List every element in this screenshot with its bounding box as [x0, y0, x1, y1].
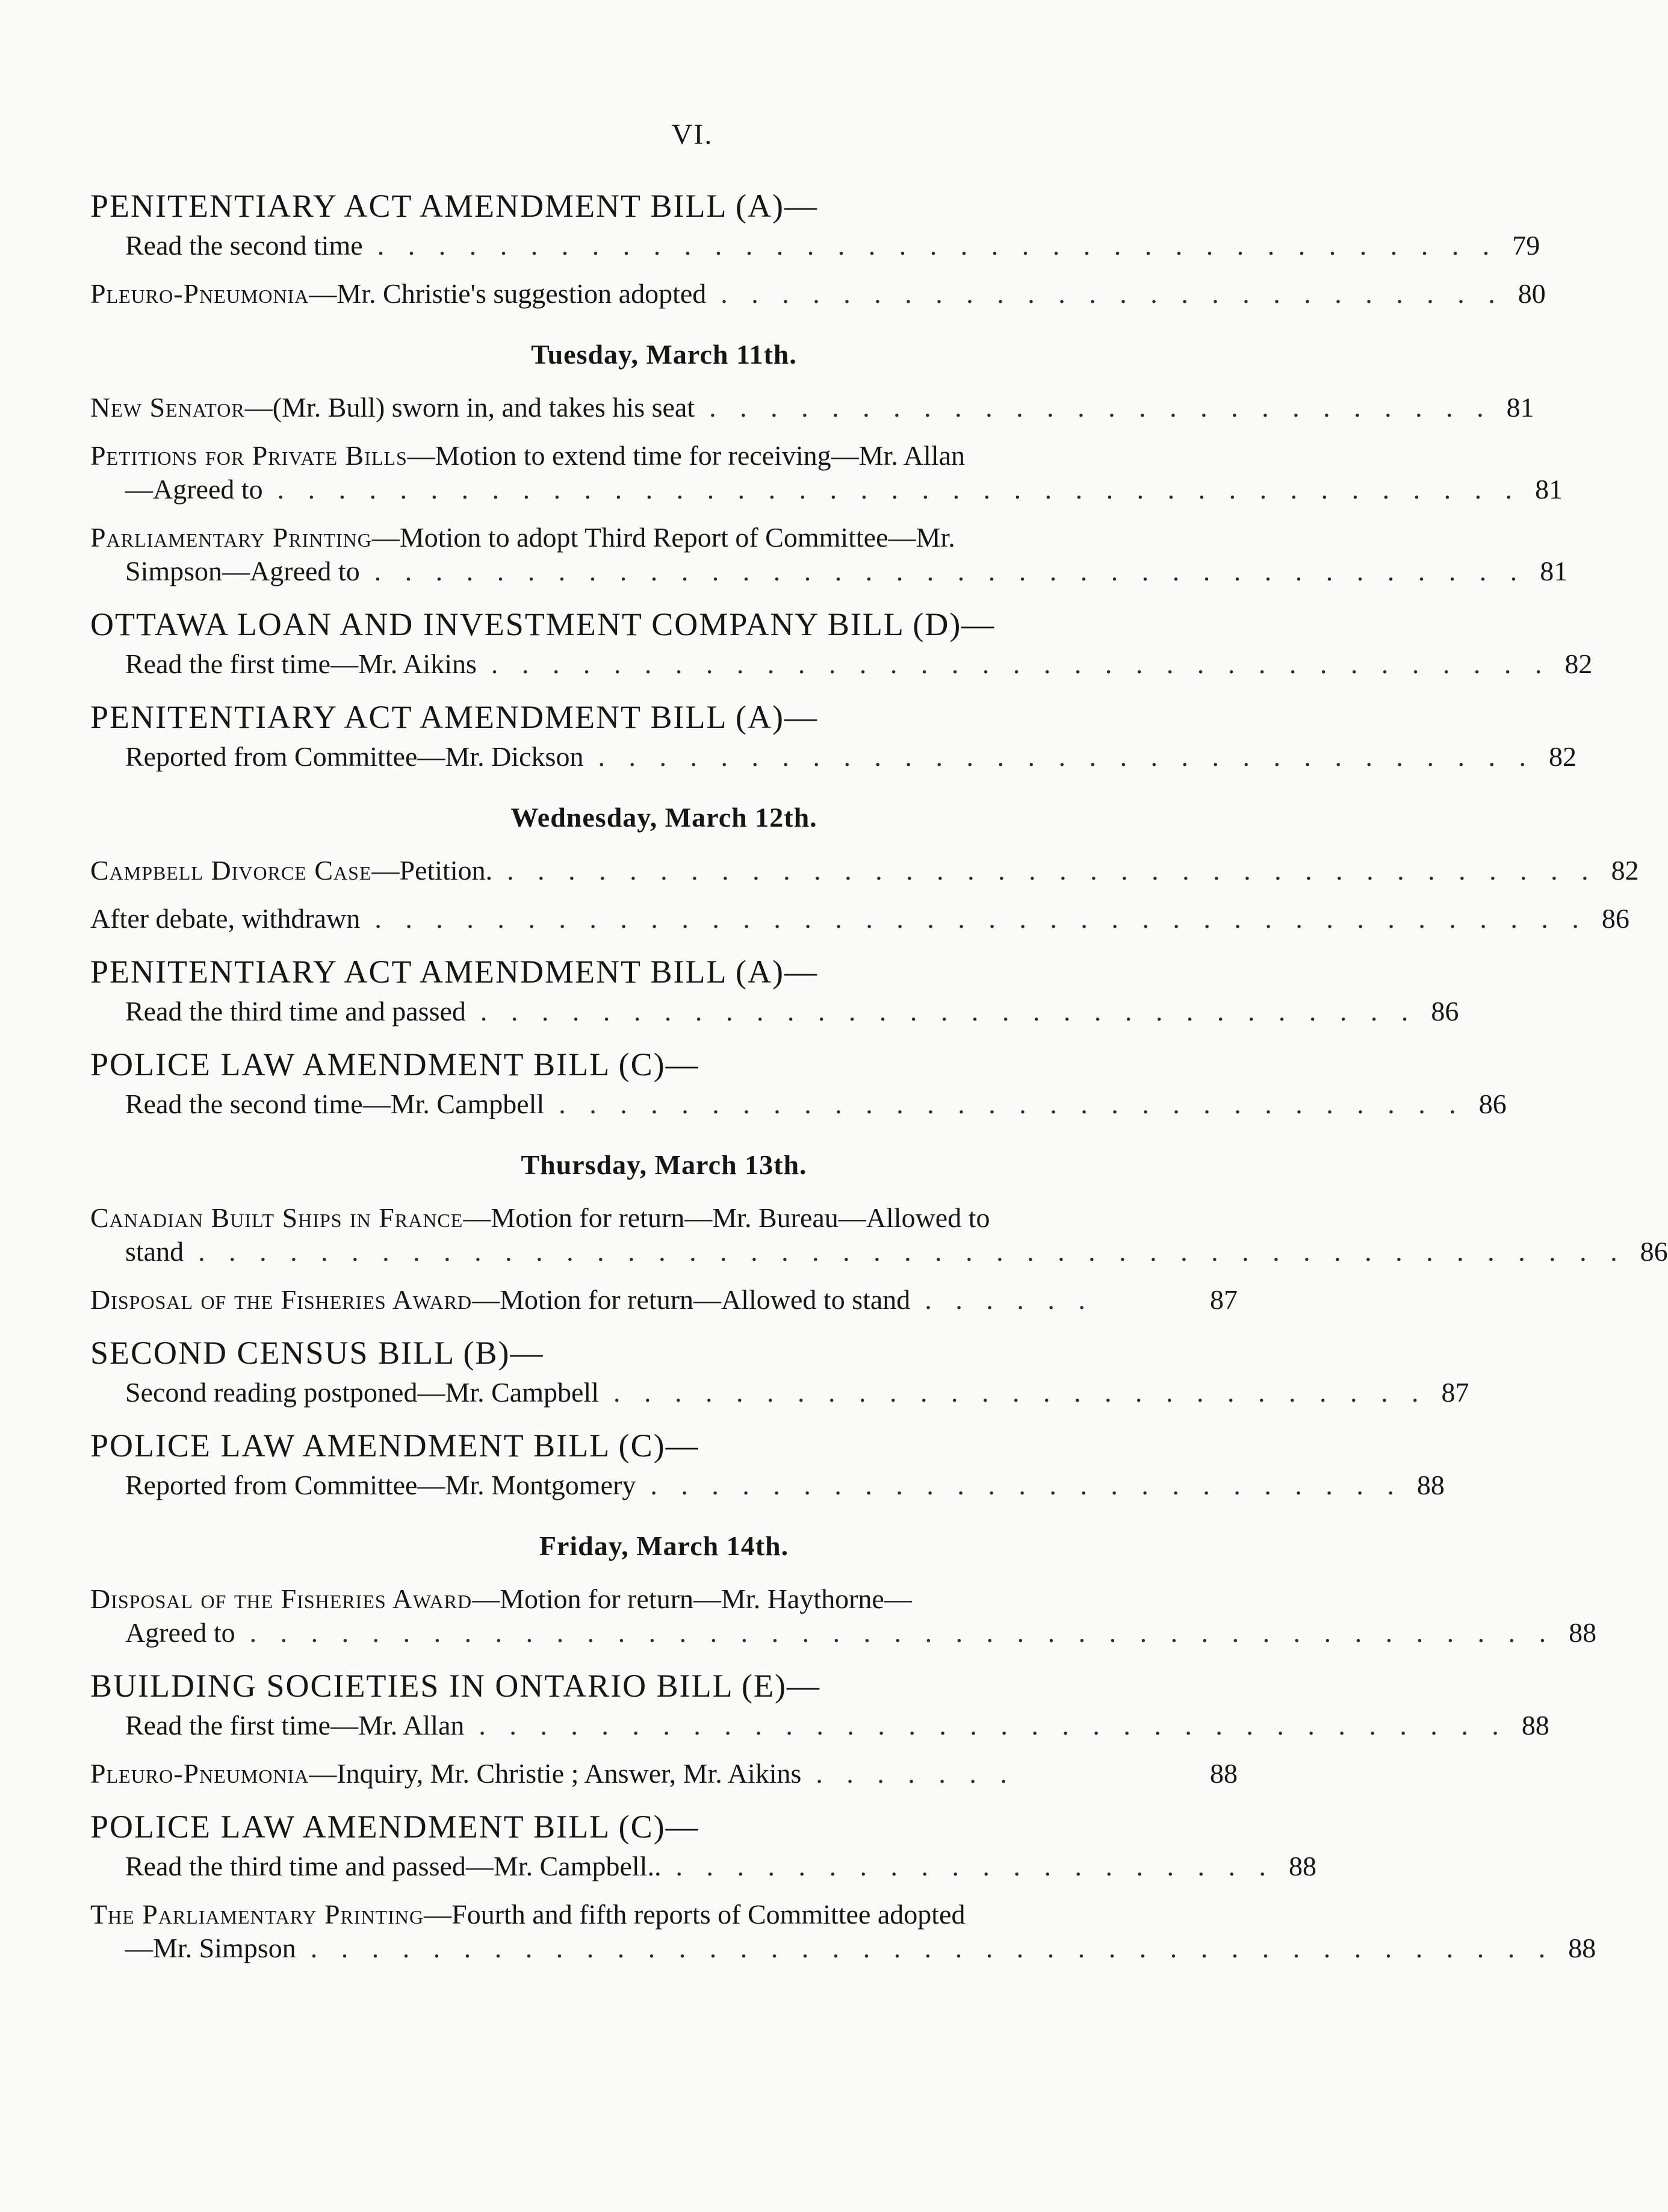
entry-text: After debate, withdrawn — [90, 903, 361, 934]
entry-text: —Fourth and fifth reports of Committee adopted — [424, 1899, 966, 1930]
entry-page: 88 — [1416, 1470, 1445, 1500]
index-entry: New Senator—(Mr. Bull) sworn in, and takes his seat . . . . . . . . . . . . . . . . . . . . . . . . . . 81 — [90, 391, 1238, 424]
entry-page: 88 — [1210, 1758, 1238, 1789]
bill-heading: OTTAWA LOAN AND INVESTMENT COMPANY BILL (D)— — [90, 606, 996, 642]
index-entry: Canadian Built Ships in France—Motion for return—Mr. Bureau—Allowed to stand . . . . . . . . . . . . . . . . . . . . . . . . . . . . . . . . . . . . . . . . . . . . . . . 86 — [90, 1201, 1238, 1269]
index-entry: Campbell Divorce Case—Petition. . . . . . . . . . . . . . . . . . . . . . . . . . . . . . . . . . . . . 82 — [90, 854, 1238, 887]
entry-heading: Campbell Divorce Case — [90, 855, 372, 886]
index-entry: Petitions for Private Bills—Motion to extend time for receiving—Mr. Allan —Agreed to . . . . . . . . . . . . . . . . . . . . . . . . . . . . . . . . . . . . . . . . . 81 — [90, 439, 1238, 506]
entry-text: Second reading postponed—Mr. Campbell — [125, 1377, 599, 1408]
entry-heading: Disposal of the Fisheries Award — [90, 1284, 473, 1315]
day-heading: Thursday, March 13th. — [521, 1149, 807, 1180]
entry-page: 80 — [1518, 278, 1546, 309]
entry-text: Read the first time—Mr. Allan — [125, 1710, 465, 1741]
entry-page: 86 — [1601, 903, 1629, 934]
entry-text: —Inquiry, Mr. Christie ; Answer, Mr. Aikins — [309, 1758, 802, 1789]
entry-text-cont: —Mr. Simpson — [125, 1933, 296, 1963]
entry-text-cont: stand — [125, 1236, 184, 1267]
day-heading: Friday, March 14th. — [539, 1530, 789, 1561]
entry-page: 86 — [1431, 996, 1459, 1027]
entry-heading: New Senator — [90, 392, 245, 423]
entry-page: 88 — [1521, 1710, 1549, 1741]
entry-text-cont: Agreed to — [125, 1617, 235, 1648]
entry-page: 81 — [1506, 392, 1534, 423]
entry-text-cont: —Agreed to — [125, 474, 263, 505]
index-entry: Read the third time and passed . . . . . . . . . . . . . . . . . . . . . . . . . . . . . . . 86 — [90, 995, 1238, 1028]
entry-text: Reported from Committee—Mr. Dickson — [125, 741, 584, 772]
entry-page: 79 — [1512, 230, 1540, 261]
index-entry: Disposal of the Fisheries Award—Motion for return—Allowed to stand . . . . . . 87 — [90, 1283, 1238, 1317]
entry-page: 88 — [1569, 1617, 1597, 1648]
entry-text: Reported from Committee—Mr. Montgomery — [125, 1470, 636, 1500]
entry-heading: The Parliamentary Printing — [90, 1899, 424, 1930]
entry-text: Read the third time and passed—Mr. Campbell.. — [125, 1851, 662, 1881]
entry-text: Read the second time—Mr. Campbell — [125, 1089, 545, 1119]
entry-heading: Petitions for Private Bills — [90, 440, 408, 471]
entry-page: 82 — [1611, 855, 1639, 886]
entry-text: —Motion for return—Mr. Haythorne— — [472, 1583, 912, 1614]
index-entry: Read the second time . . . . . . . . . . . . . . . . . . . . . . . . . . . . . . . . . . . . . 79 — [90, 229, 1238, 263]
page-number: VI. — [671, 119, 713, 151]
day-heading: Wednesday, March 12th. — [510, 802, 817, 833]
entry-page: 87 — [1210, 1284, 1238, 1315]
index-entry: The Parliamentary Printing—Fourth and fifth reports of Committee adopted —Mr. Simpson . . . . . . . . . . . . . . . . . . . . . . . . . . . . . . . . . . . . . . . . . 88 — [90, 1898, 1238, 1965]
entry-text: —Motion for return—Mr. Bureau—Allowed to — [463, 1202, 990, 1233]
entry-text: Read the third time and passed — [125, 996, 466, 1027]
entry-heading: Disposal of the Fisheries Award — [90, 1583, 473, 1614]
bill-heading: PENITENTIARY ACT AMENDMENT BILL (A)— — [90, 954, 818, 990]
index-entry: Reported from Committee—Mr. Montgomery . . . . . . . . . . . . . . . . . . . . . . . . . 88 — [90, 1468, 1238, 1502]
entry-text: —Motion for return—Allowed to stand — [472, 1284, 911, 1315]
entry-heading: Pleuro-Pneumonia — [90, 278, 309, 309]
index-entry: Pleuro-Pneumonia—Inquiry, Mr. Christie ; Answer, Mr. Aikins . . . . . . . 88 — [90, 1757, 1238, 1791]
entry-heading: Pleuro-Pneumonia — [90, 1758, 309, 1789]
entry-text: —(Mr. Bull) sworn in, and takes his seat — [244, 392, 695, 423]
bill-heading: POLICE LAW AMENDMENT BILL (C)— — [90, 1046, 699, 1083]
index-entry: Second reading postponed—Mr. Campbell . . . . . . . . . . . . . . . . . . . . . . . . . . . 87 — [90, 1376, 1238, 1409]
index-entry: Parliamentary Printing—Motion to adopt Third Report of Committee—Mr. Simpson—Agreed to . . . . . . . . . . . . . . . . . . . . . . . . . . . . . . . . . . . . . . 81 — [90, 521, 1238, 588]
entry-page: 88 — [1288, 1851, 1316, 1881]
bill-heading: PENITENTIARY ACT AMENDMENT BILL (A)— — [90, 188, 818, 224]
entry-text: —Mr. Christie's suggestion adopted — [309, 278, 707, 309]
index-entry: After debate, withdrawn . . . . . . . . . . . . . . . . . . . . . . . . . . . . . . . . . . . . . . . . 86 — [90, 902, 1238, 936]
index-entry: Read the second time—Mr. Campbell . . . . . . . . . . . . . . . . . . . . . . . . . . . . . . 86 — [90, 1087, 1238, 1121]
index-entry: Read the third time and passed—Mr. Campbell.. . . . . . . . . . . . . . . . . . . . . 88 — [90, 1850, 1238, 1883]
day-heading: Tuesday, March 11th. — [531, 339, 797, 370]
entry-text: —Petition. — [371, 855, 493, 886]
index-content — [90, 188, 1668, 1965]
index-entry: Read the first time—Mr. Allan . . . . . . . . . . . . . . . . . . . . . . . . . . . . . . . . . . 88 — [90, 1709, 1238, 1742]
entry-page: 82 — [1564, 648, 1593, 679]
entry-page: 86 — [1478, 1089, 1507, 1119]
entry-heading: Parliamentary Printing — [90, 522, 372, 553]
entry-page: 86 — [1640, 1236, 1668, 1267]
entry-text: —Motion to adopt Third Report of Committee—Mr. — [371, 522, 955, 553]
bill-heading: BUILDING SOCIETIES IN ONTARIO BILL (E)— — [90, 1668, 821, 1704]
index-entry: Pleuro-Pneumonia—Mr. Christie's suggestion adopted . . . . . . . . . . . . . . . . . . . . . . . . . . 80 — [90, 277, 1238, 311]
index-entry: Read the first time—Mr. Aikins . . . . . . . . . . . . . . . . . . . . . . . . . . . . . . . . . . . 82 — [90, 647, 1238, 681]
bill-heading: PENITENTIARY ACT AMENDMENT BILL (A)— — [90, 699, 818, 735]
entry-text-cont: Simpson—Agreed to — [125, 556, 360, 586]
index-entry: Disposal of the Fisheries Award—Motion for return—Mr. Haythorne— Agreed to . . . . . . . . . . . . . . . . . . . . . . . . . . . . . . . . . . . . . . . . . . . 88 — [90, 1582, 1238, 1650]
bill-heading: POLICE LAW AMENDMENT BILL (C)— — [90, 1809, 699, 1845]
entry-page: 87 — [1441, 1377, 1469, 1408]
bill-heading: POLICE LAW AMENDMENT BILL (C)— — [90, 1428, 699, 1464]
entry-text: —Motion to extend time for receiving—Mr. Allan — [407, 440, 965, 471]
entry-heading: Canadian Built Ships in France — [90, 1202, 464, 1233]
index-entry: Reported from Committee—Mr. Dickson . . . . . . . . . . . . . . . . . . . . . . . . . . . . . . . 82 — [90, 740, 1238, 774]
entry-page: 81 — [1535, 474, 1563, 505]
entry-text: Read the first time—Mr. Aikins — [125, 648, 477, 679]
entry-page: 88 — [1568, 1933, 1596, 1963]
entry-page: 81 — [1540, 556, 1568, 586]
bill-heading: SECOND CENSUS BILL (B)— — [90, 1335, 544, 1371]
entry-text: Read the second time — [125, 230, 363, 261]
entry-page: 82 — [1548, 741, 1577, 772]
